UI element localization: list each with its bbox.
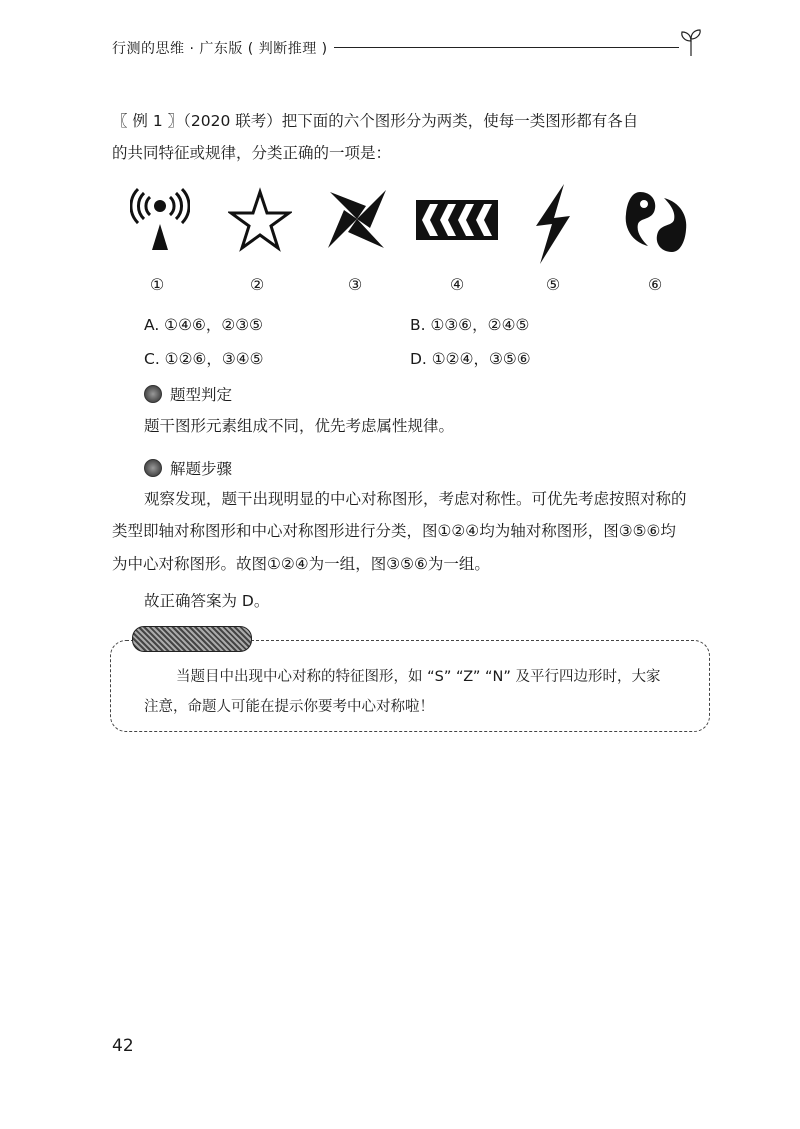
running-header — [112, 34, 712, 62]
question-line-1: 〖 例 1 〗（2020 联考）把下面的六个图形分为两类，使每一类图形都有各自 — [112, 112, 639, 130]
section-bullet-icon — [144, 385, 162, 403]
figure-label-4: ④ — [449, 275, 465, 294]
sprout-icon — [678, 28, 704, 56]
option-c: C. ①②⑥，③④⑤ — [144, 350, 264, 368]
section-heading-type-label: 题型判定 — [170, 386, 233, 404]
section-type-text: 题干图形元素组成不同，优先考虑属性规律。 — [144, 417, 455, 435]
signal-tower-icon — [130, 184, 190, 254]
lightning-bolt-icon — [528, 184, 578, 264]
steps-line-3: 为中心对称图形。故图①②④为一组，图③⑤⑥为一组。 — [112, 555, 490, 573]
answer-line: 故正确答案为 D。 — [144, 592, 270, 610]
figure-label-2: ② — [249, 275, 265, 294]
section-bullet-icon — [144, 459, 162, 477]
option-d: D. ①②④，③⑤⑥ — [410, 350, 531, 368]
tip-box — [110, 640, 710, 732]
steps-line-2: 类型即轴对称图形和中心对称图形进行分类，图①②④均为轴对称图形，图③⑤⑥均 — [112, 522, 676, 540]
star-outline-icon — [228, 184, 292, 254]
option-a: A. ①④⑥，②③⑤ — [144, 316, 264, 334]
section-heading-steps-label: 解题步骤 — [170, 460, 233, 478]
page-number: 42 — [112, 1036, 134, 1056]
tip-line-2: 注意，命题人可能在提示你要考中心对称啦！ — [144, 699, 434, 715]
figure-label-6: ⑥ — [647, 275, 663, 294]
tip-badge — [132, 626, 252, 652]
chevron-block-icon — [414, 184, 500, 254]
figure-label-5: ⑤ — [545, 275, 561, 294]
header-rule — [334, 47, 679, 48]
figure-row — [112, 184, 712, 264]
option-b: B. ①③⑥，②④⑤ — [410, 316, 530, 334]
section-heading-steps — [144, 457, 232, 479]
pinwheel-icon — [324, 184, 390, 254]
yin-yang-drops-icon — [618, 184, 694, 260]
section-heading-type — [144, 383, 232, 405]
steps-line-1: 观察发现，题干出现明显的中心对称图形，考虑对称性。可优先考虑按照对称的 — [144, 490, 687, 508]
header-title: 行测的思维 · 广东版 ( 判断推理 ) — [112, 41, 328, 57]
question-line-2: 的共同特征或规律，分类正确的一项是： — [112, 144, 392, 162]
figure-label-1: ① — [149, 275, 165, 294]
tip-line-1: 当题目中出现中心对称的特征图形，如 “S” “Z” “N” 及平行四边形时，大家 — [176, 669, 661, 685]
figure-label-3: ③ — [347, 275, 363, 294]
